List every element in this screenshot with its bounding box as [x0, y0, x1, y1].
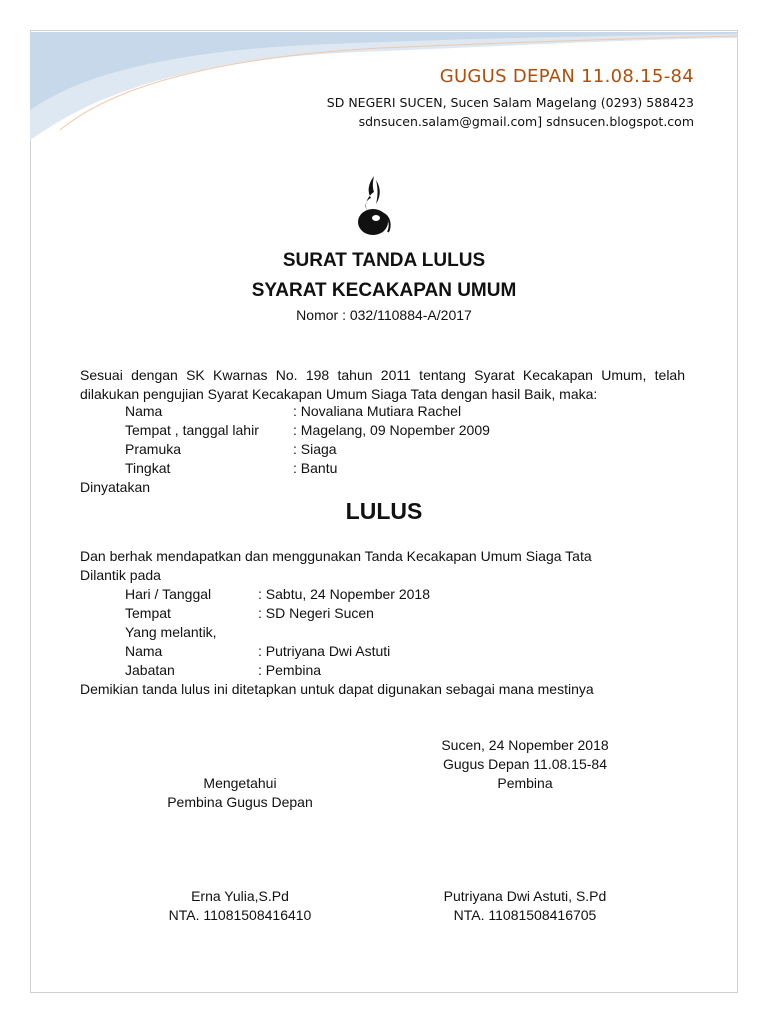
tunas-kelapa-icon [354, 174, 392, 240]
field-label-nama: Nama [125, 403, 163, 419]
document-number: Nomor : 032/110884-A/2017 [296, 307, 472, 323]
field-value-pramuka: : Siaga [293, 441, 337, 457]
header-title: GUGUS DEPAN 11.08.15-84 [439, 66, 694, 87]
signature-right-name: Putriyana Dwi Astuti, S.Pd [443, 888, 607, 904]
document-title-line2: SYARAT KECAKAPAN UMUM [251, 280, 517, 301]
signature-right-nta: NTA. 11081508416705 [453, 907, 597, 923]
pelantikan-label-nama: Nama [125, 643, 163, 659]
header-contact: sdnsucen.salam@gmail.com] sdnsucen.blogspot.com [358, 114, 694, 129]
pelantikan-value-hari: : Sabtu, 24 Nopember 2018 [258, 586, 431, 602]
closing-text: Demikian tanda lulus ini ditetapkan untuk dapat digunakan sebagai mana mestinya [80, 681, 594, 697]
intro-paragraph: Sesuai dengan SK Kwarnas No. 198 tahun 2011 tentang Syarat Kecakapan Umum, telah dilakukan pengujian Syarat Kecakapan Umum Siaga Tata dengan hasil Baik, maka: [80, 367, 685, 402]
pelantikan-label-tempat: Tempat [125, 605, 171, 621]
signature-place-date: Sucen, 24 Nopember 2018 [441, 737, 609, 753]
pelantikan-value-nama: : Putriyana Dwi Astuti [258, 643, 391, 659]
signature-left-nta: NTA. 11081508416410 [168, 907, 312, 923]
signature-right-org: Gugus Depan 11.08.15-84 [443, 756, 607, 772]
header-address: SD NEGERI SUCEN, Sucen Salam Magelang (0293) 588423 [326, 95, 694, 110]
signature-left-name: Erna Yulia,S.Pd [191, 888, 289, 904]
field-label-tingkat: Tingkat [125, 460, 171, 476]
signature-right-role: Pembina [497, 775, 553, 791]
pelantikan-value-jabatan: : Pembina [258, 662, 322, 678]
field-value-nama: : Novaliana Mutiara Rachel [293, 403, 462, 419]
pelantikan-label-hari: Hari / Tanggal [125, 586, 212, 602]
signature-left-label: Mengetahui [203, 775, 277, 791]
result-heading: LULUS [345, 498, 423, 524]
field-label-ttl: Tempat , tanggal lahir [125, 422, 259, 438]
field-value-ttl: : Magelang, 09 Nopember 2009 [293, 422, 490, 438]
signature-left-role: Pembina Gugus Depan [167, 794, 313, 810]
hak-text: Dan berhak mendapatkan dan menggunakan Tanda Kecakapan Umum Siaga Tata [80, 548, 592, 564]
pelantikan-label-jabatan: Jabatan [125, 662, 175, 678]
pelantikan-value-tempat: : SD Negeri Sucen [258, 605, 374, 621]
dilantik-text: Dilantik pada [80, 567, 161, 583]
pelantikan-label-yang-melantik: Yang melantik, [125, 624, 217, 640]
dinyatakan-text: Dinyatakan [80, 479, 151, 495]
document-title-line1: SURAT TANDA LULUS [282, 250, 486, 271]
field-value-tingkat: : Bantu [293, 460, 338, 476]
field-label-pramuka: Pramuka [125, 441, 182, 457]
